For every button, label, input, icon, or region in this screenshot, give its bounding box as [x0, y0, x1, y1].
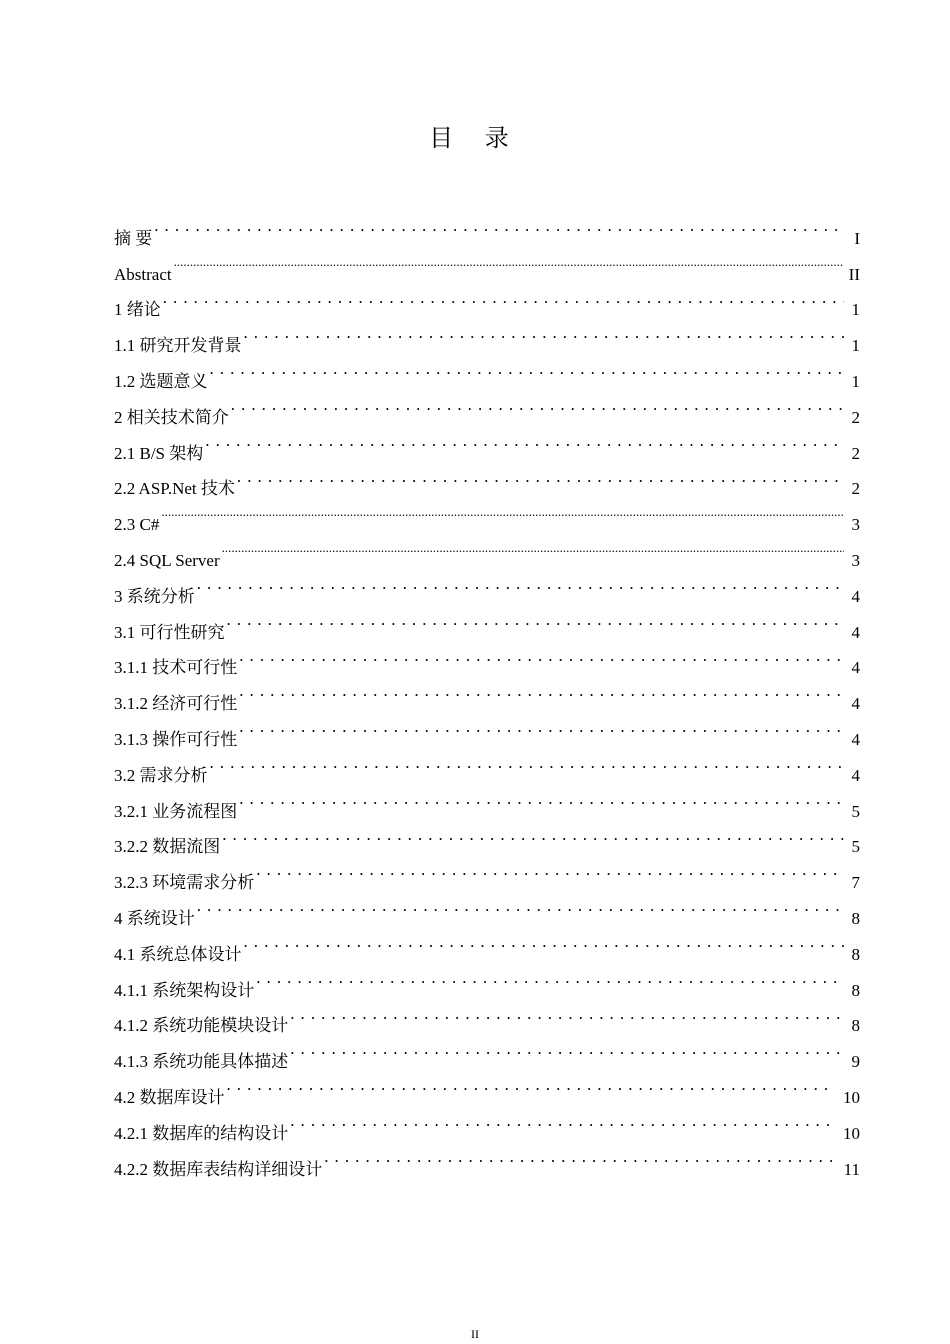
toc-entry-page: 8 [851, 1016, 860, 1036]
toc-entry-page: 10 [843, 1087, 860, 1107]
toc-entry-label: 3 系统分析 [114, 586, 195, 606]
toc-entry-label: 4.1.1 系统架构设计 [114, 980, 255, 1000]
toc-dot-leader [290, 996, 844, 1032]
toc-entry-page: 1 [851, 300, 860, 320]
toc-dot-leader [324, 1139, 835, 1175]
toc-entry[interactable] [114, 817, 860, 857]
toc-entry-page: 3 [851, 550, 860, 570]
toc-entry-label: 摘 要 [114, 228, 153, 248]
toc-entry-page: 1 [851, 371, 860, 391]
toc-entry-label: 3.1.1 技术可行性 [114, 658, 238, 678]
toc-entry-label: 3.1.3 操作可行性 [114, 729, 238, 749]
toc-entry-label: 4.2.2 数据库表结构详细设计 [114, 1159, 323, 1179]
toc-entry-page: 7 [851, 873, 860, 893]
toc-dot-leader [256, 852, 844, 888]
toc-dot-leader [197, 888, 844, 924]
toc-entry[interactable] [114, 1067, 860, 1107]
toc-entry-page: 8 [851, 980, 860, 1000]
toc-entry-page: 5 [851, 837, 860, 857]
toc-entry-page: 2 [851, 479, 860, 499]
toc-entry[interactable] [114, 852, 860, 893]
toc-dot-leader [154, 208, 844, 244]
toc-entry[interactable] [114, 351, 860, 391]
toc-entry-label: 4.1 系统总体设计 [114, 944, 242, 964]
toc-entry-label: 4.1.2 系统功能模块设计 [114, 1016, 289, 1036]
toc-entry-label: 4.2.1 数据库的结构设计 [114, 1123, 289, 1143]
toc-entry-label: Abstract [114, 264, 172, 284]
toc-entry-label: 1.1 研究开发背景 [114, 336, 242, 356]
toc-entry-label: 3.1.2 经济可行性 [114, 694, 238, 714]
toc-entry-label: 2 相关技术简介 [114, 407, 229, 427]
toc-dot-leader [174, 244, 844, 280]
toc-entry-label: 3.2.1 业务流程图 [114, 801, 238, 821]
toc-entry-page: 4 [851, 729, 860, 749]
toc-entry[interactable] [114, 781, 860, 821]
toc-dot-leader [227, 1067, 836, 1103]
toc-dot-leader [244, 924, 845, 960]
toc-entry[interactable] [114, 1103, 860, 1143]
toc-entry[interactable] [114, 244, 860, 284]
toc-dot-leader [239, 709, 844, 745]
page-title: 目 录 [429, 124, 521, 152]
toc-dot-leader [222, 817, 844, 853]
toc-entry[interactable] [114, 280, 860, 320]
toc-dot-leader [290, 1103, 835, 1139]
toc-entry-page: 1 [851, 336, 860, 356]
toc-entry-page: 8 [851, 944, 860, 964]
toc-dot-leader [239, 781, 844, 817]
toc-dot-leader [210, 351, 845, 387]
toc-dot-leader [161, 494, 844, 530]
toc-entry-label: 1 绪论 [114, 300, 161, 320]
toc-entry-page: 2 [851, 443, 860, 463]
toc-entry[interactable] [114, 638, 860, 678]
toc-dot-leader [244, 315, 845, 351]
toc-dot-leader [256, 960, 844, 996]
toc-entry-page: II [848, 264, 860, 284]
toc-entry[interactable] [114, 315, 860, 356]
toc-dot-leader [231, 387, 844, 423]
toc-entry[interactable] [114, 494, 860, 535]
toc-entry-page: 4 [851, 586, 860, 606]
toc-entry-page: 2 [851, 407, 860, 427]
toc-entry-label: 1.2 选题意义 [114, 371, 208, 391]
toc-entry[interactable] [114, 602, 860, 642]
toc-entry-label: 2.1 B/S 架构 [114, 443, 204, 463]
toc-dot-leader [197, 566, 844, 602]
toc-entry-label: 3.2.2 数据流图 [114, 837, 221, 857]
toc-entry-label: 4 系统设计 [114, 908, 195, 928]
toc-dot-leader [210, 745, 845, 781]
toc-entry-page: 5 [851, 801, 860, 821]
toc-entry-label: 2.2 ASP.Net 技术 [114, 479, 235, 499]
toc-entry-label: 4.2 数据库设计 [114, 1087, 225, 1107]
toc-entry[interactable] [114, 459, 860, 499]
toc-dot-leader [227, 602, 845, 638]
toc-dot-leader [239, 638, 844, 674]
toc-dot-leader [222, 530, 844, 566]
toc-entry-page: 4 [851, 658, 860, 678]
toc-entry-label: 2.3 C# [114, 515, 160, 535]
toc-dot-leader [237, 459, 844, 495]
toc-entry-label: 4.1.3 系统功能具体描述 [114, 1052, 289, 1072]
toc-entry[interactable] [114, 530, 860, 570]
toc-dot-leader [205, 423, 844, 459]
table-of-contents [114, 208, 860, 1179]
toc-entry-label: 3.1 可行性研究 [114, 622, 225, 642]
toc-entry-page: 3 [851, 515, 860, 535]
toc-entry-page: 8 [851, 908, 860, 928]
toc-entry-page: 9 [851, 1052, 860, 1072]
toc-entry-page: 10 [843, 1123, 860, 1143]
toc-entry[interactable] [114, 387, 860, 427]
toc-entry-page: 4 [851, 694, 860, 714]
toc-entry-page: 4 [851, 622, 860, 642]
toc-entry[interactable] [114, 745, 860, 785]
toc-entry-page: I [854, 228, 860, 248]
toc-dot-leader [239, 673, 844, 709]
toc-entry[interactable] [114, 888, 860, 928]
toc-entry[interactable] [114, 566, 860, 606]
footer-page-number: II [471, 1327, 479, 1341]
toc-dot-leader [290, 1031, 844, 1067]
toc-entry-page: 11 [843, 1159, 860, 1179]
toc-entry[interactable] [114, 208, 860, 248]
toc-entry[interactable] [114, 924, 860, 964]
toc-entry-page: 4 [851, 765, 860, 785]
toc-entry-label: 2.4 SQL Server [114, 550, 220, 570]
toc-entry[interactable] [114, 423, 860, 463]
toc-dot-leader [163, 280, 844, 316]
toc-entry-label: 3.2 需求分析 [114, 765, 208, 785]
toc-entry-label: 3.2.3 环境需求分析 [114, 873, 255, 893]
